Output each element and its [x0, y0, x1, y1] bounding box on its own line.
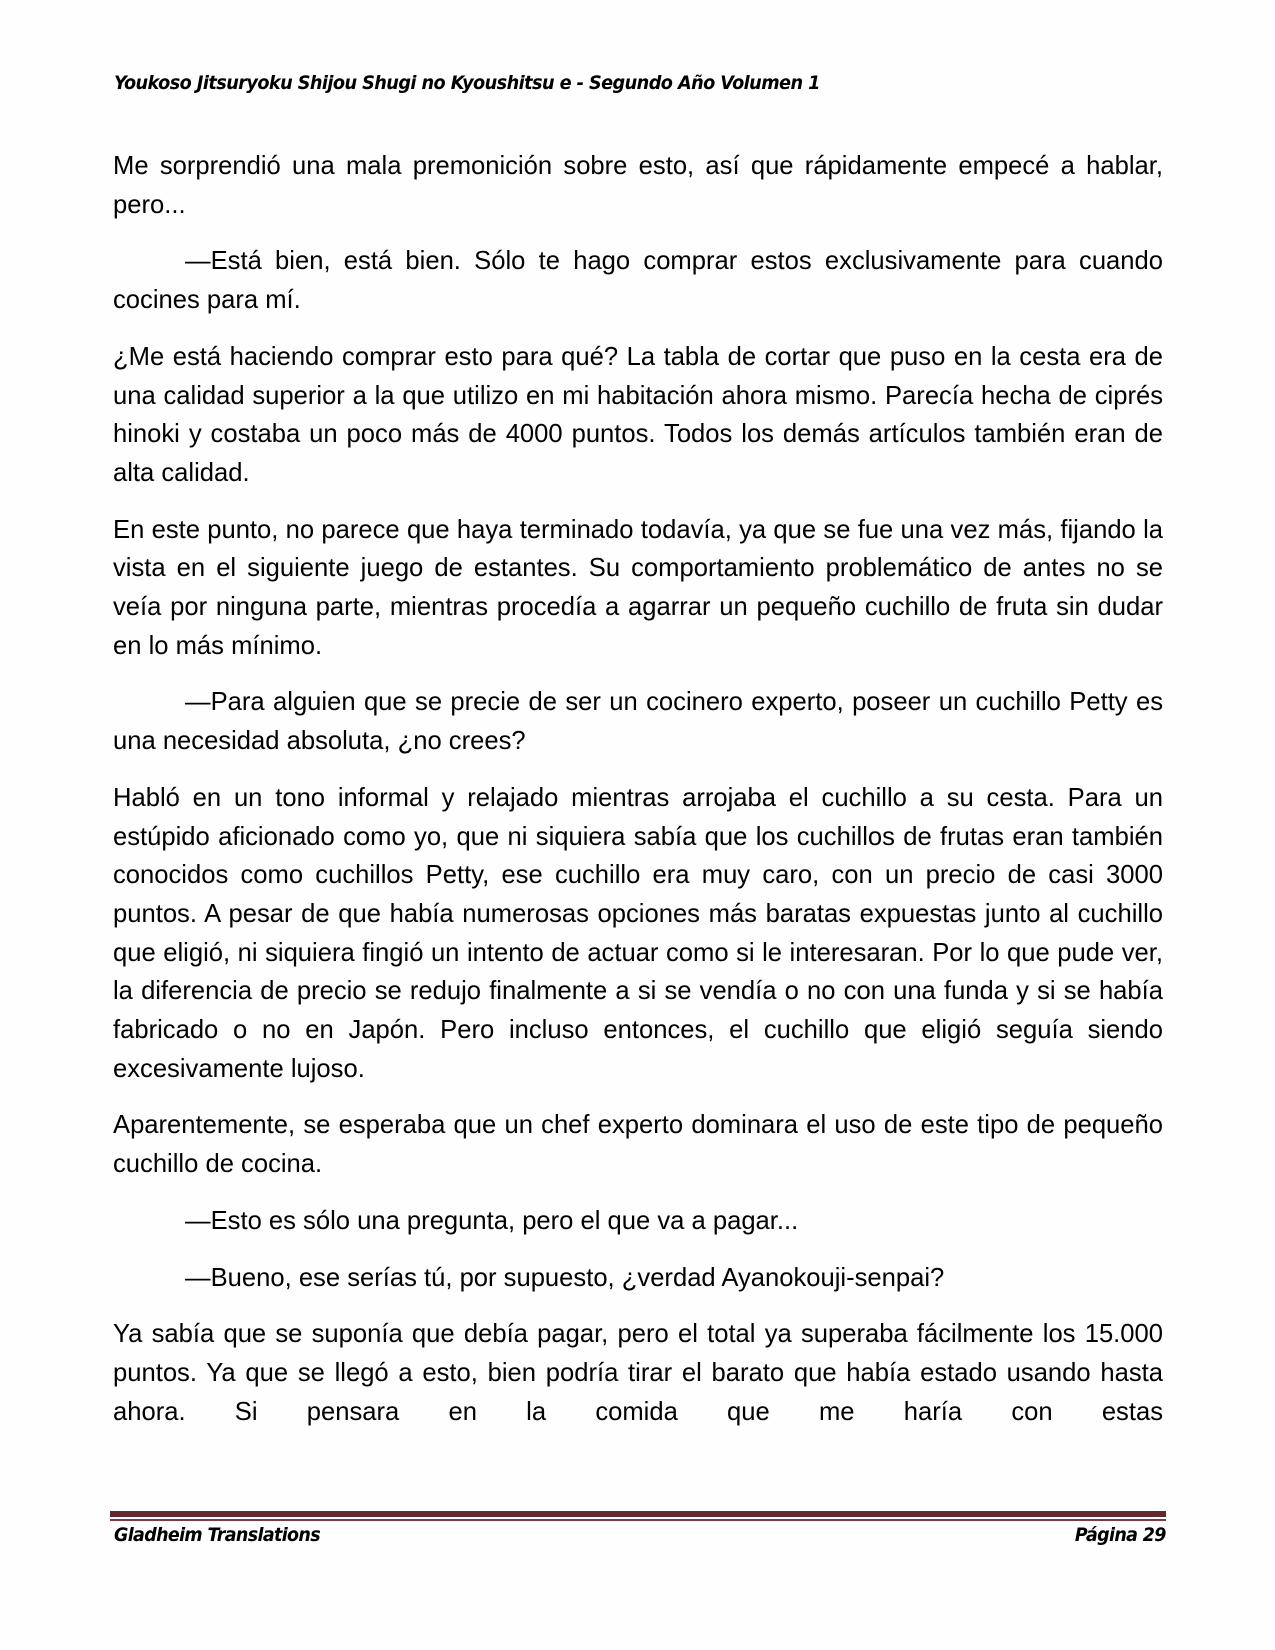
dialogue-paragraph: —Para alguien que se precie de ser un cocinero experto, poseer un cuchillo Petty es una necesidad absoluta, ¿no crees? [113, 688, 1163, 756]
dialogue-paragraph: —Está bien, está bien. Sólo te hago comprar estos exclusivamente para cuando cocines para mí. [113, 247, 1163, 315]
footer-rule-thin [110, 1519, 1166, 1521]
dialogue-paragraph: —Bueno, ese serías tú, por supuesto, ¿verdad Ayanokouji-senpai? [185, 1263, 945, 1292]
paragraph: Ya sabía que se suponía que debía pagar, pero el total ya superaba fácilmente los 15.000 puntos. Ya que se llegó a esto, bien podría tirar el barato que había estado usando hasta ahora. Si pensara en la comida que me haría con estas [113, 1320, 1163, 1426]
dialogue-paragraph: —Esto es sólo una pregunta, pero el que va a pagar... [185, 1206, 799, 1235]
paragraph: ¿Me está haciendo comprar esto para qué? La tabla de cortar que puso en la cesta era de una calidad superior a la que utilizo en mi habitación ahora mismo. Parecía hecha de ciprés hinoki y costaba un poco más de 4000 puntos. Todos los demás artículos también eran de alta calidad. [113, 342, 1163, 487]
page-number: Página 29 [1075, 1524, 1166, 1546]
body-text [113, 147, 1163, 1431]
running-header: Youkoso Jitsuryoku Shijou Shugi no Kyoushitsu e - Segundo Año Volumen 1 [114, 72, 820, 94]
footer-publisher: Gladheim Translations [114, 1524, 320, 1546]
paragraph: En este punto, no parece que haya terminado todavía, ya que se fue una vez más, fijando la vista en el siguiente juego de estantes. Su comportamiento problemático de antes no se veía por ninguna parte, mientras procedía a agarrar un pequeño cuchillo de fruta sin dudar en lo más mínimo. [113, 515, 1163, 660]
paragraph: Habló en un tono informal y relajado mientras arrojaba el cuchillo a su cesta. Para un estúpido aficionado como yo, que ni siquiera sabía que los cuchillos de frutas eran también conocidos como cuchillos Petty, ese cuchillo era muy caro, con un precio de casi 3000 puntos. A pesar de que había numerosas opciones más baratas expuestas junto al cuchillo que eligió, ni siquiera fingió un intento de actuar como si le interesaran. Por lo que pude ver, la diferencia de precio se redujo finalmente a si se vendía o no con una funda y si se había fabricado o no en Japón. Pero incluso entonces, el cuchillo que eligió seguía siendo excesivamente lujoso. [113, 783, 1163, 1083]
paragraph: Aparentemente, se esperaba que un chef experto dominara el uso de este tipo de pequeño cuchillo de cocina. [113, 1111, 1163, 1179]
paragraph: Me sorprendió una mala premonición sobre esto, así que rápidamente empecé a hablar, pero... [113, 152, 1163, 219]
footer-rule [110, 1511, 1166, 1517]
